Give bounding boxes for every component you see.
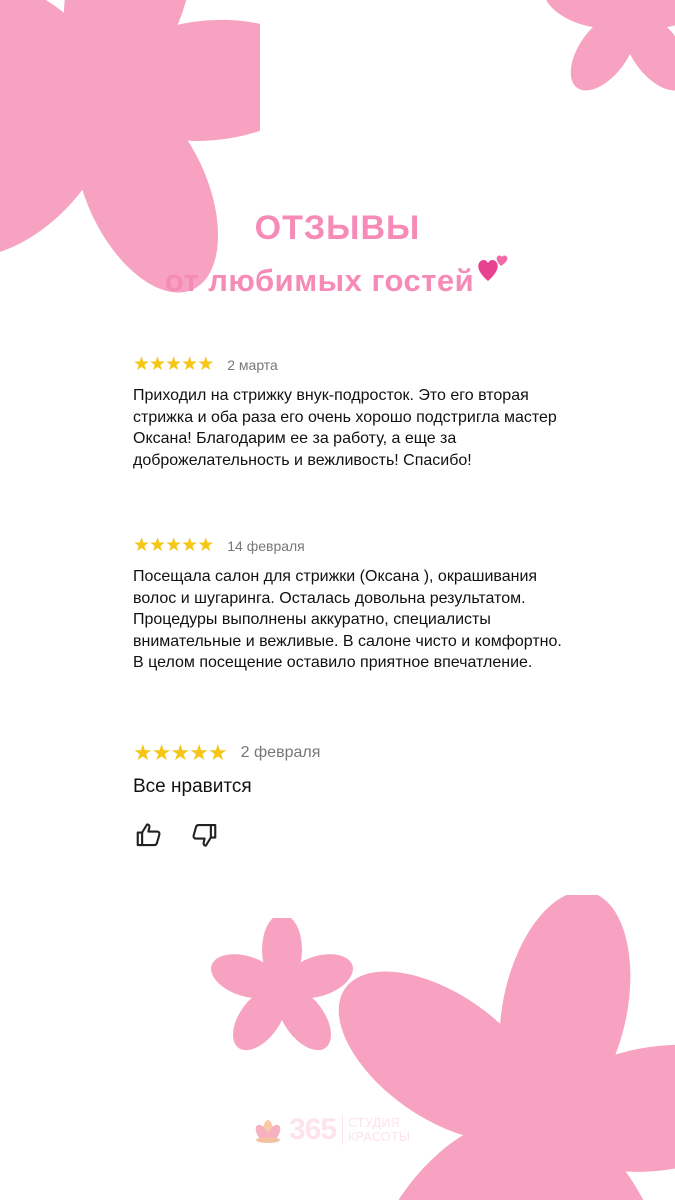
review-text: Посещала салон для стрижки (Оксана ), окрашивания волос и шугаринга. Осталась довольна результатом. Процедуры выполнены аккуратно, специалисты внимательные и вежливые. В салоне чисто и комфортно. В целом посещение оставило приятное впечатление. (133, 568, 562, 671)
thumbs-up-icon[interactable] (134, 820, 164, 850)
brand-caption-line-1: СТУДИЯ (348, 1116, 400, 1130)
review-card (133, 354, 573, 471)
brand-number: 365 (289, 1113, 337, 1146)
star-icon: ★ (189, 740, 208, 765)
review-date: 2 марта (227, 357, 278, 373)
flower-bottom-large (275, 895, 675, 1200)
brand-caption-line-2: КРАСОТЫ (348, 1130, 411, 1144)
review-meta (133, 535, 573, 557)
review-meta (133, 742, 573, 764)
rating-stars (133, 740, 227, 765)
brand-caption (348, 1116, 410, 1144)
star-icon: ★ (151, 740, 171, 765)
star-icon: ★ (165, 354, 182, 375)
title-line-1: ОТЗЫВЫ (254, 209, 421, 247)
star-icon: ★ (197, 354, 214, 375)
star-icon: ★ (181, 354, 198, 375)
title-line-2 (0, 251, 675, 305)
star-icon: ★ (149, 535, 166, 556)
star-icon: ★ (197, 535, 214, 556)
lotus-logo-icon (253, 1115, 283, 1145)
rating-stars (133, 355, 213, 375)
star-icon: ★ (181, 535, 198, 556)
star-icon: ★ (133, 354, 150, 375)
review-meta (133, 354, 573, 376)
review-text: Приходил на стрижку внук-подросток. Это его вторая стрижка и оба раза его очень хорошо подстригла мастер Оксана! Благодарим ее за работу, а еще за доброжелательность и вежливость! Спасибо! (133, 387, 557, 469)
page-title (0, 205, 675, 305)
review-card (133, 535, 573, 674)
two-hearts-icon (476, 251, 510, 285)
rating-stars (133, 536, 213, 556)
review-date: 14 февраля (227, 538, 305, 554)
star-icon: ★ (170, 740, 190, 765)
title-line-2-text: от любимых гостей (164, 263, 475, 298)
star-icon: ★ (149, 354, 166, 375)
review-card (133, 742, 573, 798)
review-date: 2 февраля (240, 744, 321, 761)
star-icon: ★ (165, 535, 182, 556)
brand-divider (342, 1115, 343, 1145)
star-icon: ★ (207, 740, 227, 765)
thumbs-down-icon[interactable] (189, 820, 219, 850)
brand-logo (253, 1113, 410, 1147)
review-text: Все нравится (133, 776, 252, 797)
star-icon: ★ (133, 535, 150, 556)
star-icon: ★ (133, 740, 152, 765)
flower-top-right (540, 0, 675, 100)
